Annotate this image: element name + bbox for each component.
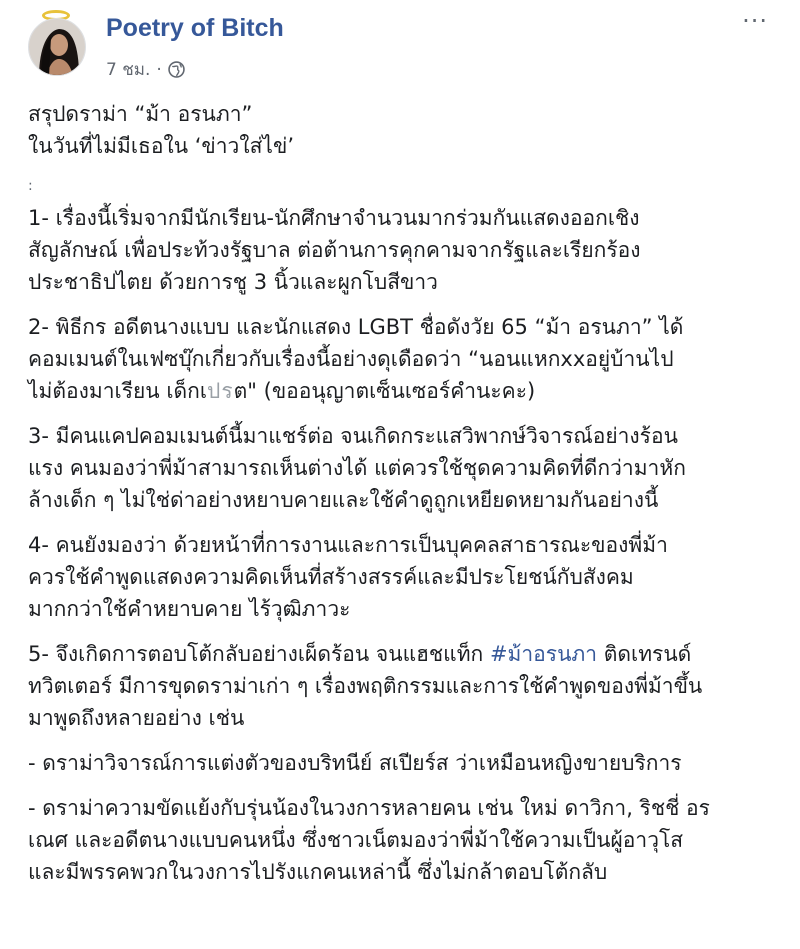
paragraph-3 — [28, 420, 780, 516]
text-line: 3- มีคนแคปคอมเมนต์นี้มาแชร์ต่อ จนเกิดกระแสวิพากษ์วิจารณ์อย่างร้อน — [28, 424, 678, 448]
text-line: - ดราม่าวิจารณ์การแต่งตัวของบริทนีย์ สเปียร์ส ว่าเหมือนหญิงขายบริการ — [28, 751, 682, 775]
paragraph-2 — [28, 311, 780, 407]
post-timestamp[interactable]: 7 ชม. — [106, 60, 151, 80]
text-line: ทวิตเตอร์ มีการขุดดราม่าเก่า ๆ เรื่องพฤติกรรมและการใช้คำพูดของพี่ม้าขึ้น — [28, 674, 703, 698]
intro-line: สรุปดราม่า “ม้า อรนภา” — [28, 102, 253, 126]
text-line: สัญลักษณ์ เพื่อประท้วงรัฐบาล ต่อต้านการคุกคามจากรัฐและเรียกร้อง — [28, 238, 641, 262]
more-options-icon[interactable]: ··· — [742, 7, 768, 35]
text-segment: ไม่ต้องมาเรียน เด็กเ — [28, 379, 208, 403]
text-line: 1- เรื่องนี้เริ่มจากมีนักเรียน-นักศึกษาจำนวนมากร่วมกันแสดงออกเชิง — [28, 206, 640, 230]
bullet-2 — [28, 792, 780, 888]
text-line: คอมเมนต์ในเฟซบุ๊กเกี่ยวกับเรื่องนี้อย่างดุเดือดว่า “นอนแหกxxอยู่บ้านไป — [28, 347, 674, 371]
avatar-portrait-icon — [29, 19, 86, 76]
text-line: 2- พิธีกร อดีตนางแบบ และนักแสดง LGBT ชื่อดังวัย 65 “ม้า อรนภา” ได้ — [28, 315, 684, 339]
text-line: ล้างเด็ก ๆ ไม่ใช่ด่าอย่างหยาบคายและใช้คำดูถูกเหยียดหยามกันอย่างนี้ — [28, 488, 659, 512]
text-line — [28, 638, 780, 670]
text-line: และมีพรรคพวกในวงการไปรังแกคนเหล่านี้ ซึ่งไม่กล้าตอบโต้กลับ — [28, 860, 608, 884]
intro-line: ในวันที่ไม่มีเธอใน ‘ข่าวใส่ไข่’ — [28, 134, 295, 158]
text-segment: ติดเทรนด์ — [597, 642, 692, 666]
globe-icon[interactable] — [168, 61, 185, 78]
avatar[interactable] — [28, 10, 90, 76]
paragraph-5 — [28, 638, 780, 734]
text-line: มากกว่าใช้คำหยาบคาย ไร้วุฒิภาวะ — [28, 597, 351, 621]
text-segment: 5- จึงเกิดการตอบโต้กลับอย่างเผ็ดร้อน จนแฮชแท็ก — [28, 642, 490, 666]
colon-line: : — [28, 178, 33, 194]
paragraph-1 — [28, 202, 780, 298]
post-header — [14, 0, 782, 86]
text-line: เณศ และอดีตนางแบบคนหนึ่ง ซึ่งชาวเน็ตมองว่าพี่ม้าใช้ความเป็นผู้อาวุโส — [28, 828, 684, 852]
text-line: 4- คนยังมองว่า ด้วยหน้าที่การงานและการเป็นบุคคลสาธารณะของพี่ม้า — [28, 533, 668, 557]
bullet-1 — [28, 747, 780, 779]
text-line: ควรใช้คำพูดแสดงความคิดเห็นที่สร้างสรรค์และมีประโยชน์กับสังคม — [28, 565, 634, 589]
text-line: ประชาธิปไตย ด้วยการชู 3 นิ้วและผูกโบสีขาว — [28, 270, 438, 294]
text-line: มาพูดถึงหลายอย่าง เช่น — [28, 706, 245, 730]
text-line: - ดราม่าความขัดแย้งกับรุ่นน้องในวงการหลายคน เช่น ใหม่ ดาวิกา, ริชชี่ อร — [28, 796, 710, 820]
text-segment: ต" (ขออนุญาตเซ็นเซอร์คำนะคะ) — [233, 379, 536, 403]
page-name-link[interactable]: Poetry of Bitch — [106, 14, 284, 42]
paragraph-4 — [28, 529, 780, 625]
text-line: แรง คนมองว่าพี่ม้าสามารถเห็นต่างได้ แต่ควรใช้ชุดความคิดที่ดีกว่ามาหัก — [28, 456, 686, 480]
text-line — [28, 375, 780, 407]
censored-text: ปร — [207, 379, 234, 403]
avatar-image — [28, 18, 86, 76]
hashtag-link[interactable]: #ม้าอรนภา — [489, 642, 598, 666]
post-body — [28, 98, 780, 901]
meta-separator: · — [156, 59, 162, 80]
post-meta — [106, 56, 185, 83]
